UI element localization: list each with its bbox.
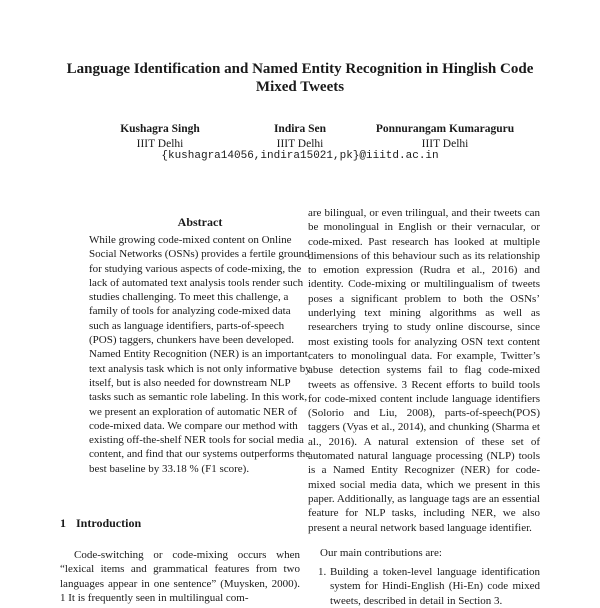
section-number: 1 xyxy=(60,516,66,530)
author-affiliation: IIIT Delhi xyxy=(136,138,184,150)
list-item xyxy=(308,565,540,608)
list-text: Building a token-level language identification system for Hindi-English (Hi-En) code mixed tweets, described in detail in Section 3. xyxy=(330,566,540,607)
paper-title: Language Identification and Named Entity Recognition in Hinglish Code Mixed Tweets xyxy=(66,61,534,95)
author-name: Ponnurangam Kumaraguru xyxy=(375,123,515,135)
list-number: 1. xyxy=(318,566,327,578)
author-affiliation: IIIT Delhi xyxy=(421,138,469,150)
author-name: Kushagra Singh xyxy=(120,123,200,135)
author-3 xyxy=(355,122,535,152)
author-name: Indira Sen xyxy=(273,123,327,135)
introduction-text: Code-switching or code-mixing occurs when “lexical items and grammatical features from two languages appear in one sentence” (Muysken, 2000). 1 It is frequently seen in multilingual com- xyxy=(60,549,300,604)
right-column-text: are bilingual, or even trilingual, and their tweets can be monolingual in English or their vernacular, or code-mixed. Past research has looked at multiple dimensions of this behaviour such as its relationship to emotion expression (Rudra et al., 2016) and identity. Code-mixing or multilingualism of tweets poses a significant problem to both the OSNs’ underlying text mining algorithms as well as researchers trying to study online discourse, since most existing tools for analyzing OSN text content caters to monolingual data. For example, Twitter’s abuse detection systems fail to flag code-mixed tweets as offensive. 3 Recent efforts to build tools for code-mixed content include language identifiers (Solorio and Liu, 2008), parts-of-speech(POS) taggers (Vyas et al., 2014), and chunking (Sharma et al., 2016). A natural extension of these set of automated natural language processing (NLP) tools is a Named Entity Recognizer (NER) for code-mixed social media data, which we present in this paper. Additionally, as language tags are an essential feature for NLP tasks, including NER, we also present a neural network based language identifier. xyxy=(308,207,540,534)
author-email: {kushagra14056,indira15021,pk}@iiitd.ac.in xyxy=(161,150,439,162)
abstract-heading: Abstract xyxy=(177,215,223,229)
section-title: Introduction xyxy=(76,516,142,530)
abstract-text: While growing code-mixed content on Online Social Networks (OSNs) provides a fertile ground for studying various aspects of code-mixing, the lack of automated text analysis tools render such studies challenging. To meet this challenge, a family of tools for analyzing code-mixed data such as language identifiers, parts-of-speech (POS) taggers, chunkers have been developed. Named Entity Recognition (NER) is an important text analysis task which is not only informative by itself, but is also needed for downstream NLP tasks such as semantic role labeling. In this work, we present an exploration of automatic NER of code-mixed data. We compare our method with existing off-the-shelf NER tools for social media content, and find that our systems outperforms the best baseline by 33.18 % (F1 score). xyxy=(89,234,311,475)
author-affiliation: IIIT Delhi xyxy=(276,138,324,150)
section-heading-introduction xyxy=(60,516,151,531)
contributions-lead: Our main contributions are: xyxy=(320,547,442,559)
